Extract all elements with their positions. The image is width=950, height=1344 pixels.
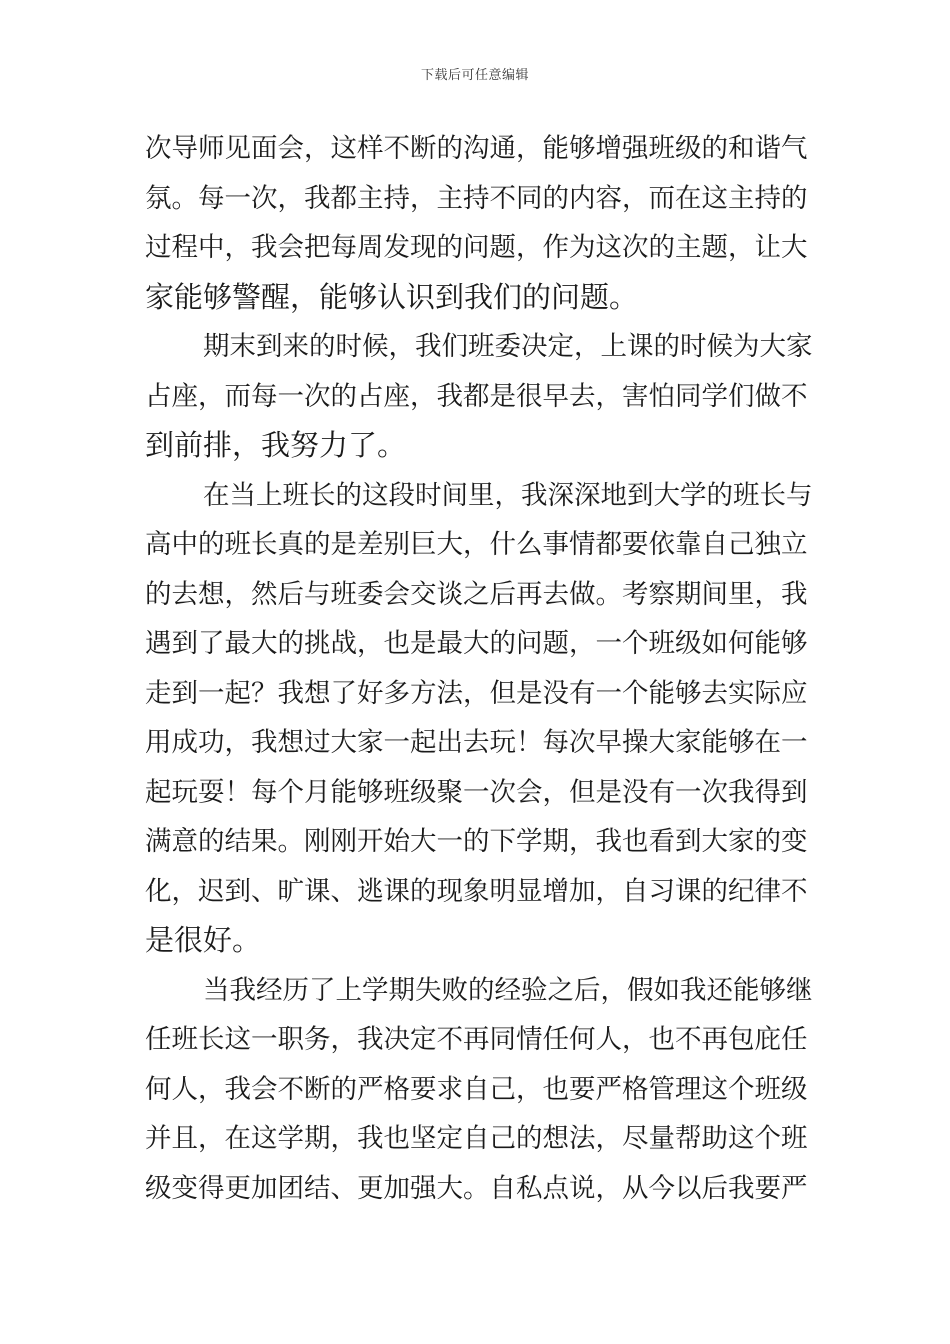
text-line: 何人，我会不断的严格要求自己，也要严格管理这个班级: [145, 1073, 808, 1105]
text-line: 占座，而每一次的占座，我都是很早去，害怕同学们做不: [145, 380, 808, 412]
text-line: 并且，在这学期，我也坚定自己的想法，尽量帮助这个班: [145, 1123, 808, 1154]
text-line: 起玩耍！每个月能够班级聚一次会，但是没有一次我得到: [145, 776, 808, 808]
text-line: 走到一起？我想了好多方法，但是没有一个能够去实际应: [145, 677, 808, 709]
text-line: 任班长这一职务，我决定不再同情任何人，也不再包庇任: [145, 1024, 808, 1055]
text-line: 到前排，我努力了。: [145, 428, 407, 462]
text-line: 用成功，我想过大家一起出去玩！每次早操大家能够在一: [145, 727, 808, 758]
text-line: 的去想，然后与班委会交谈之后再去做。考察期间里，我: [145, 578, 808, 610]
paragraph-first-line: 在当上班长的这段时间里，我深深地到大学的班长与: [203, 479, 813, 511]
page-header: 下载后可任意编辑: [420, 68, 529, 83]
text-line: 氛。每一次，我都主持，主持不同的内容，而在这主持的: [145, 182, 808, 214]
text-line: 高中的班长真的是差别巨大，什么事情都要依靠自己独立: [145, 529, 808, 560]
text-line: 化，迟到、旷课、逃课的现象明显增加，自习课的纪律不: [145, 875, 808, 907]
text-line: 家能够警醒，能够认识到我们的问题。: [145, 279, 639, 314]
body-text: [145, 124, 813, 1213]
text-line: 级变得更加团结、更加强大。自私点说，从今以后我要严: [145, 1172, 808, 1204]
text-line: 满意的结果。刚刚开始大一的下学期，我也看到大家的变: [145, 826, 808, 857]
text-line: 过程中，我会把每周发现的问题，作为这次的主题，让大: [145, 232, 808, 263]
paragraph-first-line: 期末到来的时候，我们班委决定，上课的时候为大家: [203, 331, 813, 362]
text-line: 遇到了最大的挑战，也是最大的问题，一个班级如何能够: [145, 628, 808, 659]
paragraph-first-line: 当我经历了上学期失败的经验之后，假如我还能够继: [203, 974, 813, 1006]
text-line: 是很好。: [145, 923, 262, 957]
text-line: 次导师见面会，这样不断的沟通，能够增强班级的和谐气: [145, 133, 808, 164]
